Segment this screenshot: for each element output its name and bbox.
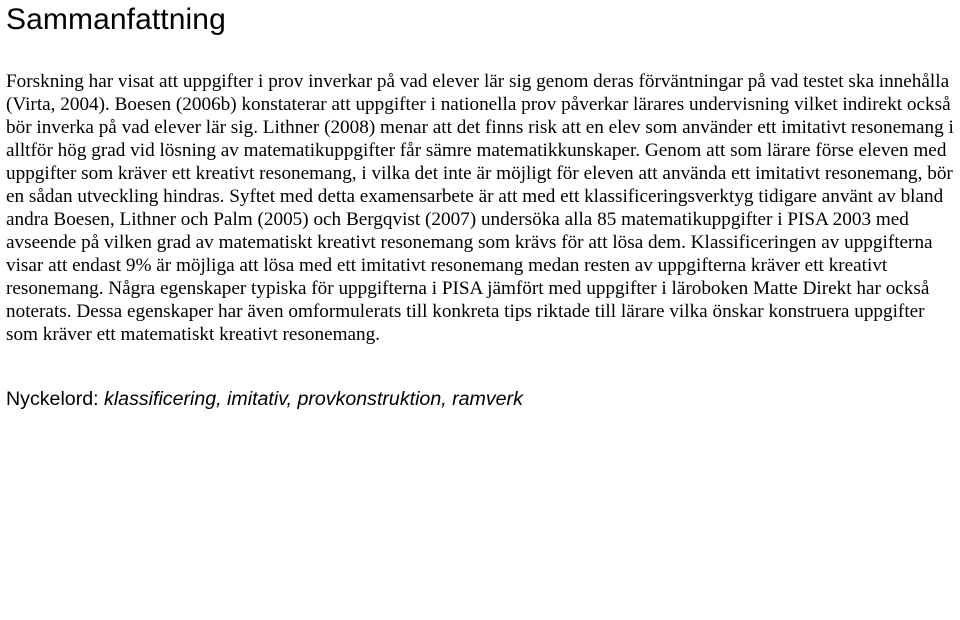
- keywords-label: Nyckelord:: [6, 388, 99, 410]
- keywords-line: [6, 387, 956, 411]
- abstract-paragraph: Forskning har visat att uppgifter i prov inverkar på vad elever lär sig genom deras förväntningar på vad testet ska innehålla (Virta, 2004). Boesen (2006b) konstaterar att uppgifter i nationella prov påverkar lärares undervisning vilket indirekt också bör inverka på vad elever lär sig. Lithner (2008) menar att det finns risk att en elev som använder ett imitativt resonemang i alltför hög grad vid lösning av matematikuppgifter får sämre matematikkunskaper. Genom att som lärare förse eleven med uppgifter som kräver ett kreativt resonemang, i vilka det inte är möjligt för eleven att använda ett imitativt resonemang, bör en sådan utveckling hindras. Syftet med detta examensarbete är att med ett klassificeringsverktyg tidigare använt av bland andra Boesen, Lithner och Palm (2005) och Bergqvist (2007) undersöka alla 85 matematikuppgifter i PISA 2003 med avseende på vilken grad av matematiskt kreativt resonemang som krävs för att lösa dem. Klassificeringen av uppgifterna visar att endast 9% är möjliga att lösa med ett imitativt resonemang medan resten av uppgifterna kräver ett kreativt resonemang. Några egenskaper typiska för uppgifterna i PISA jämfört med uppgifter i läroboken Matte Direkt har också noterats. Dessa egenskaper har även omformulerats till konkreta tips riktade till lärare vilka önskar konstruera uppgifter som kräver ett matematiskt kreativt resonemang.: [6, 71, 954, 345]
- document-page: [6, 0, 956, 411]
- page-title: Sammanfattning: [6, 3, 226, 36]
- keywords-terms: klassificering, imitativ, provkonstruktion, ramverk: [104, 388, 523, 410]
